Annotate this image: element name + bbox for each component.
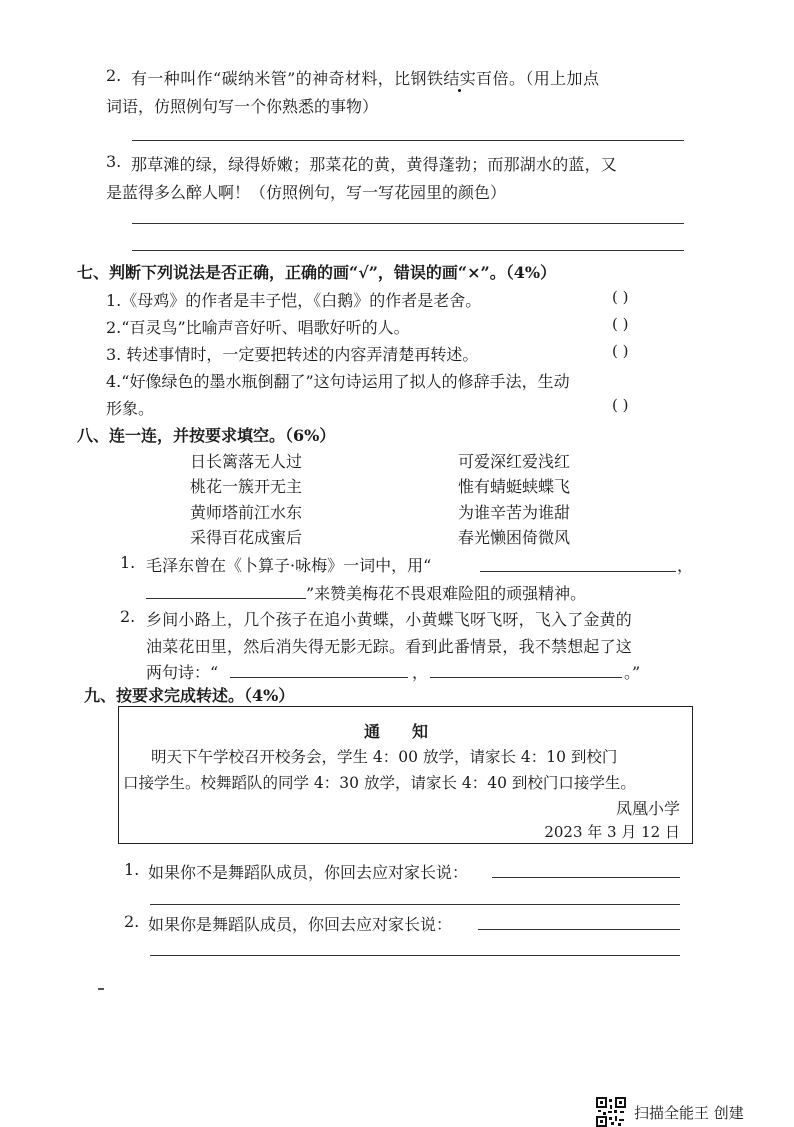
sec9-q1-blank-2[interactable] (150, 904, 680, 905)
sec7-item-4-cont: 形象。 (106, 399, 155, 418)
poem-left-2[interactable]: 桃花一簇开无主 (190, 477, 303, 496)
sec7-item-4: 4.“好像绿色的墨水瓶倒翻了”这句诗运用了拟人的修辞手法，生动 (106, 372, 570, 391)
notice-signature: 凤凰小学 (615, 799, 680, 818)
sec8-q2-number: 2. (120, 607, 136, 626)
section-7-title: 七、判断下列说法是否正确，正确的画“√”，错误的画“×”。（4%） (77, 263, 557, 282)
q3-line1: 那草滩的绿，绿得娇嫩；那菜花的黄，黄得蓬勃；而那湖水的蓝，又 (131, 155, 618, 174)
q2-answer-line[interactable] (132, 140, 684, 141)
sec9-q1-number: 1. (124, 860, 140, 879)
stray-mark (98, 988, 104, 990)
notice-line1: 明天下午学校召开校务会，学生 4：00 放学，请家长 4：10 到校门 (151, 748, 618, 766)
sec8-q1-line1: 毛泽东曾在《卜算子·咏梅》一词中，用“ (146, 556, 432, 575)
sec8-q1-number: 1. (120, 553, 136, 572)
sec7-answer-1[interactable]: ( ) (612, 288, 629, 306)
sec8-q2-line3-start: 两句诗：“ (146, 663, 219, 682)
poem-right-2[interactable]: 惟有蜻蜓蛱蝶飞 (458, 477, 571, 496)
sec9-q2-text: 如果你是舞蹈队成员，你回去应对家长说： (148, 915, 453, 934)
poem-right-3[interactable]: 为谁辛苦为谁甜 (458, 503, 571, 522)
section-8-title: 八、连一连，并按要求填空。（6%） (77, 426, 336, 445)
sec9-q2-blank-1[interactable] (478, 929, 680, 930)
poem-right-4[interactable]: 春光懒困倚微风 (458, 528, 571, 547)
q2-number: 2. (106, 66, 122, 85)
notice-line2: 口接学生。校舞蹈队的同学 4：30 放学，请家长 4：40 到校门口接学生。 (123, 774, 636, 792)
notice-date: 2023 年 3 月 12 日 (544, 823, 680, 841)
sec9-q1-text: 如果你不是舞蹈队成员，你回去应对家长说： (148, 863, 469, 882)
poem-left-1[interactable]: 日长篱落无人过 (190, 452, 303, 471)
sec8-q2-blank-2[interactable] (430, 677, 622, 678)
q3-answer-line-2[interactable] (132, 250, 684, 251)
q3-answer-line-1[interactable] (132, 223, 684, 224)
watermark-text: 扫描全能王 创建 (634, 1104, 744, 1122)
sec8-q2-line1: 乡间小路上，几个孩子在追小黄蝶，小黄蝶飞呀飞呀，飞入了金黄的 (146, 610, 633, 629)
sec7-item-3: 3. 转述事情时，一定要把转述的内容弄清楚再转述。 (106, 345, 479, 364)
sec8-q2-line2: 油菜花田里，然后消失得无影无踪。看到此番情景，我不禁想起了这 (146, 637, 633, 656)
sec8-q2-blank-1[interactable] (230, 677, 408, 678)
sec8-q1-line2: ”来赞美梅花不畏艰难险阻的顽强精神。 (306, 584, 587, 603)
poem-left-4[interactable]: 采得百花成蜜后 (190, 528, 303, 547)
q2-line2: 词语，仿照例句写一个你熟悉的事物） (106, 97, 379, 116)
sec8-q1-blank-2[interactable] (146, 598, 306, 599)
sec8-q1-line1-end: ， (677, 556, 694, 575)
sec9-q1-blank-1[interactable] (492, 877, 680, 878)
notice-box (118, 706, 693, 844)
q3-line2: 是蓝得多么醉人啊！（仿照例句，写一写花园里的颜色） (106, 183, 507, 202)
sec8-q1-blank-1[interactable] (480, 571, 676, 572)
sec8-q2-line3-end: 。” (624, 663, 641, 682)
notice-heading: 通 知 (364, 722, 429, 741)
sec9-q2-blank-2[interactable] (150, 955, 680, 956)
q2-line1: 有一种叫作“碳纳米管”的神奇材料，比钢铁结实百倍。（用上加点 (131, 69, 600, 88)
sec7-item-1: 1.《母鸡》的作者是丰子恺，《白鹅》的作者是老舍。 (106, 291, 482, 310)
poem-right-1[interactable]: 可爱深红爱浅红 (458, 452, 571, 471)
emphasis-dot (458, 89, 461, 92)
poem-left-3[interactable]: 黄师塔前江水东 (190, 503, 303, 522)
sec9-q2-number: 2. (124, 912, 140, 931)
sec8-q2-line3-mid: ， (412, 663, 429, 682)
sec7-answer-3[interactable]: ( ) (612, 342, 629, 360)
sec7-answer-4[interactable]: ( ) (612, 396, 629, 414)
sec7-answer-2[interactable]: ( ) (612, 315, 629, 333)
section-9-title: 九、按要求完成转述。（4%） (84, 686, 295, 705)
qr-code-icon (596, 1097, 626, 1127)
sec7-item-2: 2.“百灵鸟”比喻声音好听、唱歌好听的人。 (106, 318, 410, 337)
q3-number: 3. (106, 152, 122, 171)
